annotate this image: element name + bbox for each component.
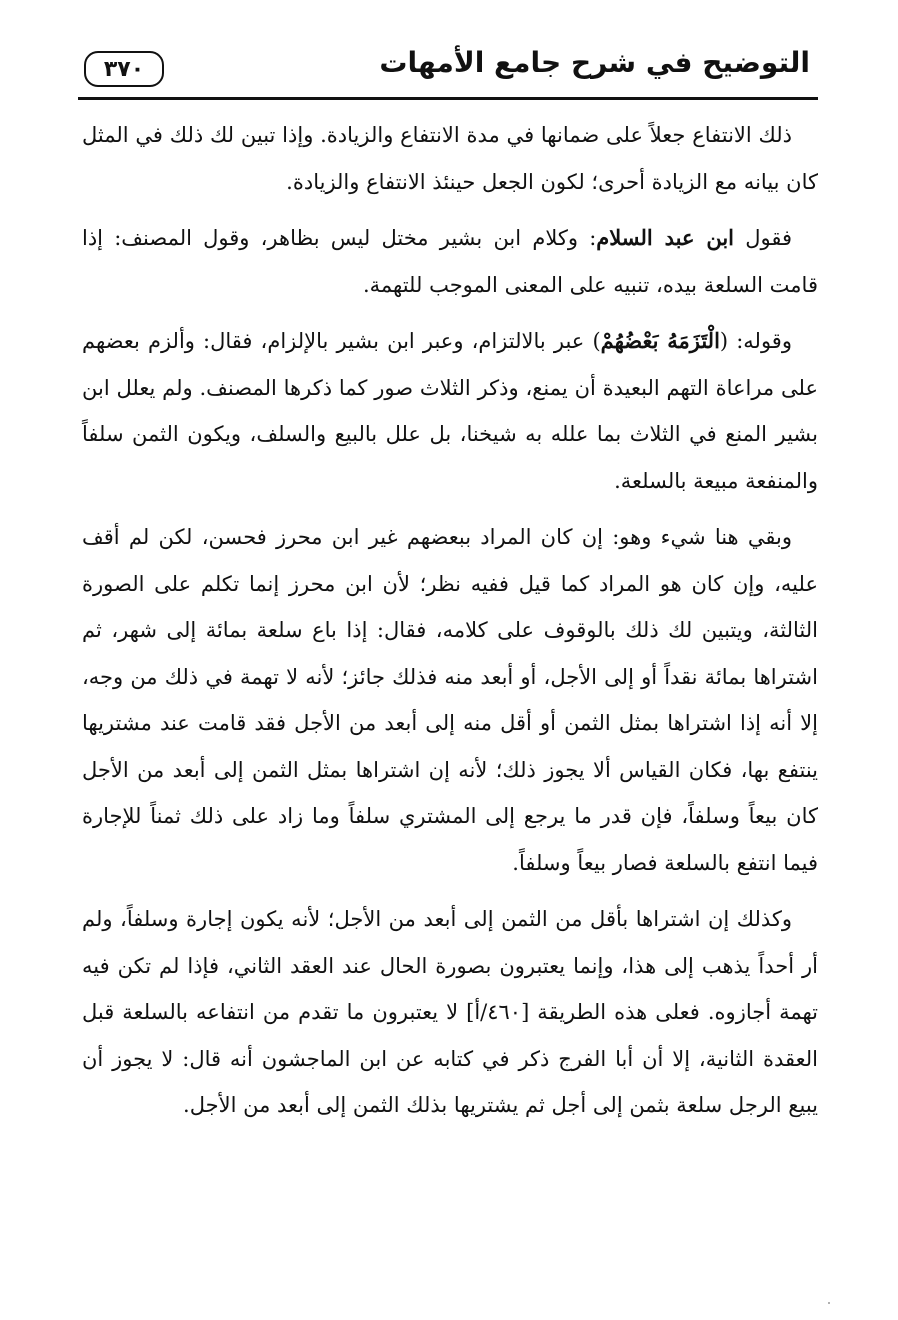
paragraph-1: ذلك الانتفاع جعلاً على ضمانها في مدة الانتفاع والزيادة. وإذا تبين لك ذلك في المثل كان بيانه مع الزيادة أحرى؛ لكون الجعل حينئذ الانتفاع والزيادة. (82, 123, 818, 194)
page-header (78, 40, 818, 100)
paragraph-2-bold: ابن عبد السلام (596, 225, 735, 250)
paragraph-3-quoted-term: الْتَزَمَهُ بَعْضُهُمْ (600, 328, 720, 353)
page-number: ٣٧٠ (84, 51, 164, 87)
paragraph-4: وبقي هنا شيء وهو: إن كان المراد ببعضهم غير ابن محرز فحسن، لكن لم أقف عليه، وإن كان هو المراد كما قيل ففيه نظر؛ لأن ابن محرز إنما تكلم على الصورة الثالثة، ويتبين لك ذلك بالوقوف على كلامه، فقال: إذا باع سلعة بمائة إلى شهر، ثم اشتراها بمائة نقداً أو إلى الأجل، أو أبعد منه فذلك جائز؛ لأنه لا تهمة في ذلك من وجه، إلا أنه إذا اشتراها بمثل الثمن أو أقل منه إلى أبعد من الأجل فقد قامت عند مشتريها ينتفع بها، فكان القياس ألا يجوز ذلك؛ لأنه إن اشتراها بمثل الثمن إلى أبعد من الأجل كان بيعاً وسلفاً، فإن قدر ما يرجع إلى المشتري سلفاً وما زاد على ذلك ثمناً للإجارة فيما انتفع بالسلعة فصار بيعاً وسلفاً. (82, 525, 818, 875)
paragraph-3 (82, 318, 818, 504)
body-text (82, 112, 818, 1139)
running-title: التوضيح في شرح جامع الأمهات (379, 46, 810, 79)
paragraph-3-after: ) عبر بالالتزام، وعبر ابن بشير بالإلزام، فقال: وألزم بعضهم على مراعاة التهم البعيدة أن يمنع، وذكر الثلاث صور كما ذكرها المصنف. ولم يعلل ابن بشير المنع في الثلاث بما علله به شيخنا، بل علل بالبيع والسلف، ويكون الثمن سلفاً والمنفعة مبيعة بالسلعة. (82, 329, 818, 493)
scan-speck (828, 1302, 830, 1304)
paragraph-3-before: وقوله: ( (719, 329, 792, 353)
paragraph-5: وكذلك إن اشتراها بأقل من الثمن إلى أبعد من الأجل؛ لأنه يكون إجارة وسلفاً، ولم أر أحداً يذهب إلى هذا، وإنما يعتبرون بصورة الحال عند العقد الثاني، فإذا لم تكن فيه تهمة أجازوه. فعلى هذه الطريقة [٤٦٠/أ] لا يعتبرون ما تقدم من انتفاعه بالسلعة قبل العقدة الثانية، إلا أن أبا الفرج ذكر في كتابه عن ابن الماجشون أنه قال: لا يجوز أن يبيع الرجل سلعة بثمن إلى أجل ثم يشتريها بذلك الثمن إلى أبعد من الأجل. (82, 907, 818, 1117)
paragraph-2-before: فقول (734, 226, 792, 250)
paragraph-2 (82, 215, 818, 308)
paragraph-2-after: : وكلام ابن بشير مختل ليس بظاهر، وقول المصنف: إذا قامت السلعة بيده، تنبيه على المعنى الموجب للتهمة. (82, 226, 818, 297)
header-divider (78, 97, 818, 100)
